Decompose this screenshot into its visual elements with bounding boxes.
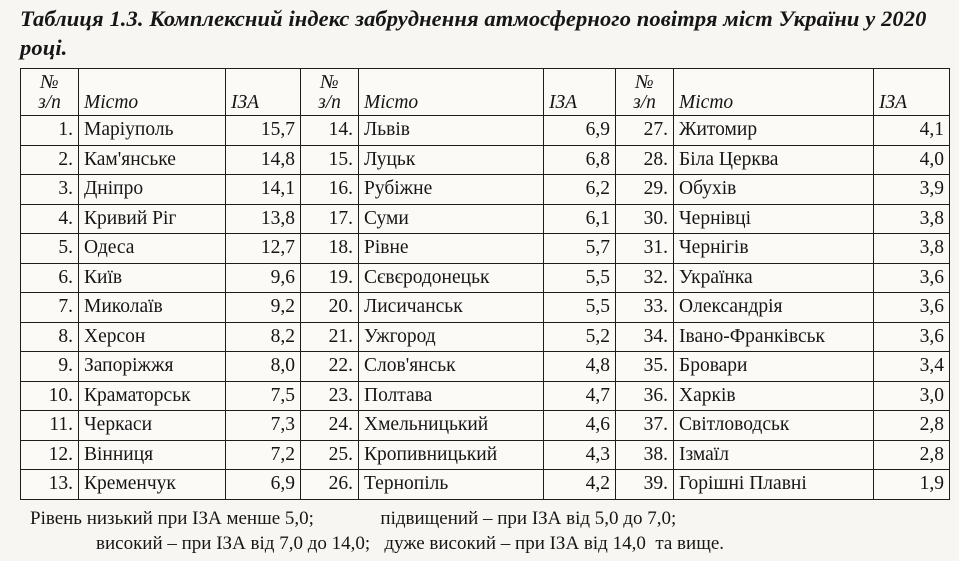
iza-value-cell: 5,7 [544, 234, 616, 264]
footnote [0, 506, 959, 556]
table-row [21, 263, 950, 293]
row-number-cell: 2. [21, 145, 79, 175]
city-name-cell: Львів [359, 116, 544, 146]
table-row [21, 116, 950, 146]
city-name-cell: Чернівці [674, 204, 874, 234]
column-header-num-sub-3: з/п [633, 91, 656, 113]
column-header-num-1 [21, 69, 79, 116]
footnote-line-2: високий – при ІЗА від 7,0 до 14,0; дуже високий – при ІЗА від 14,0 та вище. [96, 533, 725, 554]
row-number-cell: 19. [301, 263, 359, 293]
table-header [21, 69, 950, 116]
iza-value-cell: 5,5 [544, 263, 616, 293]
city-name-cell: Бровари [674, 352, 874, 382]
iza-value-cell: 5,2 [544, 322, 616, 352]
city-name-cell: Українка [674, 263, 874, 293]
table-header-row [21, 69, 950, 116]
iza-value-cell: 4,0 [874, 145, 950, 175]
iza-value-cell: 3,4 [874, 352, 950, 382]
city-name-cell: Херсон [79, 322, 226, 352]
iza-value-cell: 2,8 [874, 411, 950, 441]
row-number-cell: 27. [616, 116, 674, 146]
row-number-cell: 16. [301, 175, 359, 205]
row-number-cell: 38. [616, 440, 674, 470]
iza-value-cell: 3,9 [874, 175, 950, 205]
row-number-cell: 17. [301, 204, 359, 234]
row-number-cell: 14. [301, 116, 359, 146]
city-name-cell: Харків [674, 381, 874, 411]
row-number-cell: 13. [21, 470, 79, 500]
city-name-cell: Київ [79, 263, 226, 293]
row-number-cell: 28. [616, 145, 674, 175]
row-number-cell: 20. [301, 293, 359, 323]
iza-value-cell: 9,6 [226, 263, 301, 293]
row-number-cell: 6. [21, 263, 79, 293]
iza-value-cell: 1,9 [874, 470, 950, 500]
city-name-cell: Ужгород [359, 322, 544, 352]
iza-value-cell: 15,7 [226, 116, 301, 146]
row-number-cell: 18. [301, 234, 359, 264]
iza-value-cell: 3,6 [874, 322, 950, 352]
column-header-num-2 [301, 69, 359, 116]
iza-value-cell: 4,7 [544, 381, 616, 411]
iza-value-cell: 9,2 [226, 293, 301, 323]
air-pollution-index-table-wrap [20, 68, 944, 500]
iza-value-cell: 7,3 [226, 411, 301, 441]
city-name-cell: Сєвєродонецьк [359, 263, 544, 293]
iza-value-cell: 6,2 [544, 175, 616, 205]
column-header-num-3 [616, 69, 674, 116]
row-number-cell: 37. [616, 411, 674, 441]
row-number-cell: 29. [616, 175, 674, 205]
iza-value-cell: 8,0 [226, 352, 301, 382]
column-header-num-sub-1: з/п [38, 91, 61, 113]
column-header-city-2: Місто [359, 69, 544, 116]
city-name-cell: Слов'янськ [359, 352, 544, 382]
iza-value-cell: 12,7 [226, 234, 301, 264]
city-name-cell: Івано-Франківськ [674, 322, 874, 352]
row-number-cell: 10. [21, 381, 79, 411]
column-header-city-1: Місто [79, 69, 226, 116]
row-number-cell: 34. [616, 322, 674, 352]
iza-value-cell: 4,2 [544, 470, 616, 500]
iza-value-cell: 3,6 [874, 263, 950, 293]
row-number-cell: 9. [21, 352, 79, 382]
iza-value-cell: 4,8 [544, 352, 616, 382]
column-header-iza-2: ІЗА [544, 69, 616, 116]
iza-value-cell: 2,8 [874, 440, 950, 470]
iza-value-cell: 6,1 [544, 204, 616, 234]
table-row [21, 234, 950, 264]
row-number-cell: 1. [21, 116, 79, 146]
iza-value-cell: 7,2 [226, 440, 301, 470]
iza-value-cell: 3,8 [874, 234, 950, 264]
row-number-cell: 12. [21, 440, 79, 470]
iza-value-cell: 7,5 [226, 381, 301, 411]
row-number-cell: 15. [301, 145, 359, 175]
city-name-cell: Одеса [79, 234, 226, 264]
table-body [21, 116, 950, 500]
column-header-num-symbol-2: № [320, 72, 339, 94]
row-number-cell: 35. [616, 352, 674, 382]
city-name-cell: Горішні Плавні [674, 470, 874, 500]
table-row [21, 204, 950, 234]
row-number-cell: 8. [21, 322, 79, 352]
city-name-cell: Кривий Ріг [79, 204, 226, 234]
column-header-city-3: Місто [674, 69, 874, 116]
row-number-cell: 26. [301, 470, 359, 500]
row-number-cell: 32. [616, 263, 674, 293]
city-name-cell: Суми [359, 204, 544, 234]
city-name-cell: Дніпро [79, 175, 226, 205]
iza-value-cell: 6,9 [544, 116, 616, 146]
iza-value-cell: 4,6 [544, 411, 616, 441]
row-number-cell: 30. [616, 204, 674, 234]
iza-value-cell: 4,1 [874, 116, 950, 146]
city-name-cell: Маріуполь [79, 116, 226, 146]
city-name-cell: Вінниця [79, 440, 226, 470]
air-pollution-index-table [20, 68, 950, 500]
row-number-cell: 31. [616, 234, 674, 264]
row-number-cell: 23. [301, 381, 359, 411]
column-header-num-symbol-1: № [40, 72, 59, 94]
iza-value-cell: 3,8 [874, 204, 950, 234]
city-name-cell: Кременчук [79, 470, 226, 500]
iza-value-cell: 8,2 [226, 322, 301, 352]
row-number-cell: 21. [301, 322, 359, 352]
column-header-iza-3: ІЗА [874, 69, 950, 116]
city-name-cell: Кам'янське [79, 145, 226, 175]
city-name-cell: Обухів [674, 175, 874, 205]
row-number-cell: 5. [21, 234, 79, 264]
city-name-cell: Рівне [359, 234, 544, 264]
city-name-cell: Житомир [674, 116, 874, 146]
city-name-cell: Чернігів [674, 234, 874, 264]
table-row [21, 145, 950, 175]
city-name-cell: Краматорськ [79, 381, 226, 411]
row-number-cell: 24. [301, 411, 359, 441]
iza-value-cell: 13,8 [226, 204, 301, 234]
iza-value-cell: 4,3 [544, 440, 616, 470]
city-name-cell: Світловодськ [674, 411, 874, 441]
city-name-cell: Біла Церква [674, 145, 874, 175]
iza-value-cell: 3,6 [874, 293, 950, 323]
row-number-cell: 3. [21, 175, 79, 205]
table-row [21, 381, 950, 411]
iza-value-cell: 14,8 [226, 145, 301, 175]
row-number-cell: 33. [616, 293, 674, 323]
city-name-cell: Кропивницький [359, 440, 544, 470]
row-number-cell: 22. [301, 352, 359, 382]
row-number-cell: 4. [21, 204, 79, 234]
city-name-cell: Хмельницький [359, 411, 544, 441]
row-number-cell: 36. [616, 381, 674, 411]
column-header-num-sub-2: з/п [318, 91, 341, 113]
table-row [21, 470, 950, 500]
city-name-cell: Тернопіль [359, 470, 544, 500]
page-title: Таблиця 1.3. Комплексний індекс забруднення атмосферного повітря міст України у 2020 році. [20, 6, 927, 60]
iza-value-cell: 3,0 [874, 381, 950, 411]
row-number-cell: 11. [21, 411, 79, 441]
iza-value-cell: 6,8 [544, 145, 616, 175]
city-name-cell: Миколаїв [79, 293, 226, 323]
city-name-cell: Черкаси [79, 411, 226, 441]
table-row [21, 322, 950, 352]
iza-value-cell: 5,5 [544, 293, 616, 323]
table-row [21, 440, 950, 470]
column-header-num-symbol-3: № [635, 72, 654, 94]
row-number-cell: 7. [21, 293, 79, 323]
iza-value-cell: 14,1 [226, 175, 301, 205]
iza-value-cell: 6,9 [226, 470, 301, 500]
table-row [21, 293, 950, 323]
city-name-cell: Запоріжжя [79, 352, 226, 382]
table-row [21, 411, 950, 441]
city-name-cell: Лисичанськ [359, 293, 544, 323]
table-row [21, 352, 950, 382]
city-name-cell: Луцьк [359, 145, 544, 175]
row-number-cell: 25. [301, 440, 359, 470]
city-name-cell: Рубіжне [359, 175, 544, 205]
city-name-cell: Олександрія [674, 293, 874, 323]
column-header-iza-1: ІЗА [226, 69, 301, 116]
footnote-line-1: Рівень низький при ІЗА менше 5,0; підвищений – при ІЗА від 5,0 до 7,0; [30, 508, 677, 529]
table-row [21, 175, 950, 205]
row-number-cell: 39. [616, 470, 674, 500]
city-name-cell: Полтава [359, 381, 544, 411]
city-name-cell: Ізмаїл [674, 440, 874, 470]
